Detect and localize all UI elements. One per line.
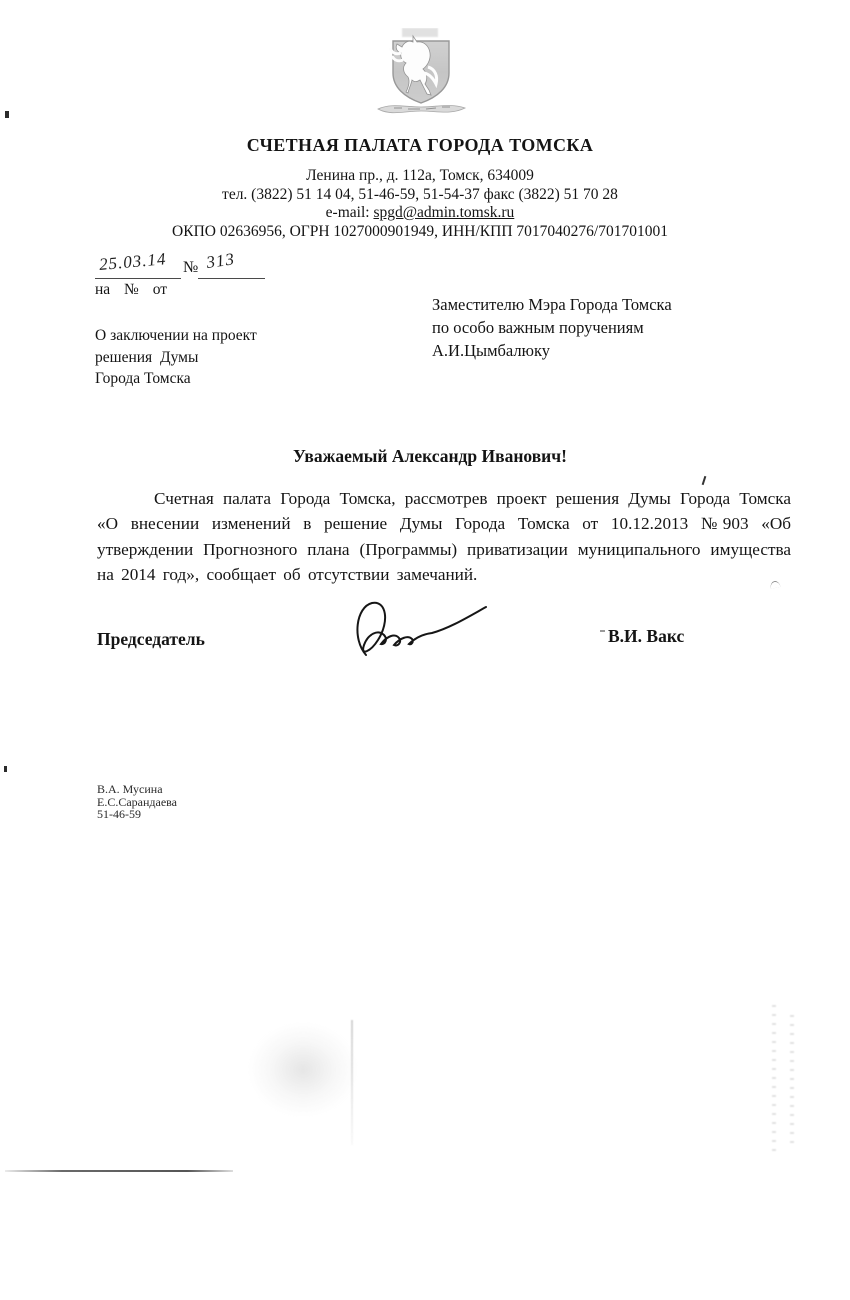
org-phone: тел. (3822) 51 14 04, 51-46-59, 51-54-37 факс (3822) 51 70 28: [222, 185, 618, 203]
signer-title: Председатель: [97, 629, 205, 649]
signer-name: В.И. Вакс: [608, 626, 685, 646]
org-name: СЧЕТНАЯ ПАЛАТА ГОРОДА ТОМСКА: [246, 135, 594, 155]
tomsk-coat-of-arms-icon: [372, 28, 472, 120]
pen-mark: [702, 476, 707, 485]
date-underline: [95, 278, 181, 279]
subject-line: Города Томска: [95, 370, 191, 387]
body-paragraph: Счетная палата Города Томска, рассмотрев проект решения Думы Города Томска «О внесении изменений в решение Думы Города Томска от 10.12.2013 №903 «Об утверждении Прогнозного плана (Программы) приватизации муниципального имущества на 2014 год», сообщает об отсутствии замечаний.: [97, 489, 791, 584]
subject-line: О заключении на проект: [95, 327, 257, 344]
scan-speck: [4, 766, 7, 772]
subject-block: [95, 325, 257, 390]
reply-reference-line: на № от: [95, 281, 168, 298]
bleedthrough-line: [351, 1020, 353, 1145]
number-sign: №: [183, 259, 199, 276]
org-requisites: ОКПО 02636956, ОГРН 1027000901949, ИНН/КПП 7017040276/701701001: [172, 222, 668, 240]
scan-speck: [5, 111, 9, 118]
executor-name: В.А. Мусина: [97, 782, 163, 796]
handwritten-number: 313: [205, 249, 237, 273]
scan-noise: [790, 1015, 794, 1145]
signature-scribble: [350, 595, 490, 668]
scan-fold-line: [5, 1170, 233, 1172]
addressee-line: А.И.Цымбалюку: [432, 341, 550, 360]
email-link[interactable]: spgd@admin.tomsk.ru: [373, 204, 515, 221]
scan-noise: [772, 1005, 776, 1155]
letterhead: [0, 134, 840, 241]
number-underline: [198, 278, 265, 279]
salutation: Уважаемый Александр Иванович!: [293, 446, 567, 466]
handwritten-date: 25.03.14: [98, 249, 168, 275]
stamp-bleedthrough-smudge: [248, 1022, 358, 1117]
org-email-line: [0, 204, 840, 223]
scan-mark: [600, 630, 605, 632]
org-address: Ленина пр., д. 112а, Томск, 634009: [306, 167, 534, 184]
addressee-block: [432, 293, 672, 362]
addressee-line: по особо важным поручениям: [432, 318, 644, 337]
executor-contacts: [97, 783, 177, 821]
subject-line: решения Думы: [95, 348, 199, 366]
executor-name: Е.С.Сарандаева: [97, 794, 178, 809]
addressee-line: Заместителю Мэра Города Томска: [432, 295, 672, 314]
executor-phone: 51-46-59: [97, 807, 141, 821]
email-label: e-mail:: [325, 204, 374, 221]
